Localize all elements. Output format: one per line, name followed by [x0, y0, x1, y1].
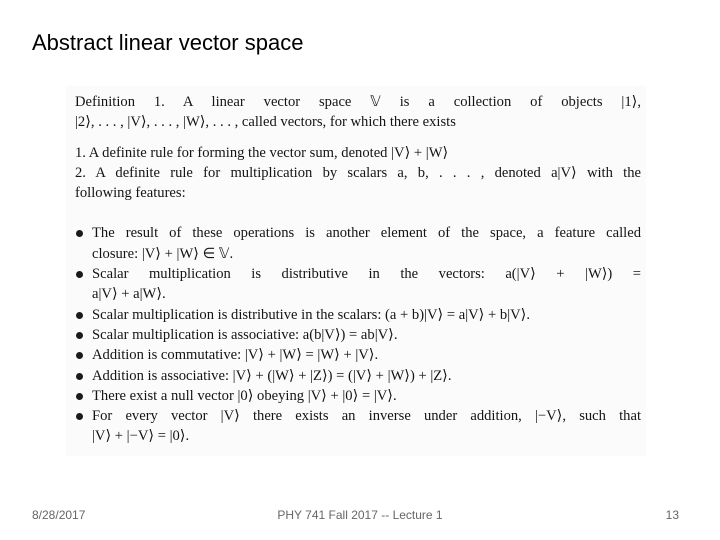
feature-line: |V⟩ + |−V⟩ = |0⟩. [92, 428, 190, 445]
feature-associative-addition [75, 366, 641, 386]
feature-line: Addition is associative: |V⟩ + (|W⟩ + |Z⟩) = (|V⟩ + |W⟩) + |Z⟩. [92, 367, 452, 384]
feature-line: closure: |V⟩ + |W⟩ ∈ 𝕍. [92, 245, 234, 262]
feature-inverse [75, 406, 641, 447]
feature-closure [75, 223, 641, 264]
feature-line: a|V⟩ + a|W⟩. [92, 286, 166, 303]
bullet-icon [76, 230, 83, 237]
definition-line: |2⟩, . . . , |V⟩, . . . , |W⟩, . . . , called vectors, for which there exists [75, 114, 456, 131]
definition-excerpt [66, 86, 646, 456]
slide-title: Abstract linear vector space [32, 30, 304, 55]
feature-distributive-vectors [75, 264, 641, 305]
definition-text [75, 92, 641, 447]
feature-null-vector [75, 386, 641, 406]
feature-line: There exist a null vector |0⟩ obeying |V⟩ + |0⟩ = |V⟩. [92, 387, 397, 404]
rule-2: 2. A definite rule for multiplication by scalars a, b, . . . , denoted a|V⟩ with the [75, 164, 641, 181]
page-number: 13 [665, 508, 679, 522]
feature-line: The result of these operations is another element of the space, a feature called [92, 225, 641, 242]
definition-line: Definition 1. A linear vector space 𝕍 is a collection of objects |1⟩, [75, 94, 641, 110]
bullet-icon [76, 393, 83, 400]
bullet-icon [76, 271, 83, 278]
feature-associative-scalar [75, 325, 641, 345]
feature-distributive-scalars [75, 305, 641, 325]
spacer [75, 203, 641, 223]
feature-commutative [75, 345, 641, 365]
bullet-icon [76, 312, 83, 319]
rule-continuation: following features: [75, 185, 186, 202]
spacer [75, 133, 641, 143]
feature-line: Scalar multiplication is distributive in the scalars: (a + b)|V⟩ = a|V⟩ + b|V⟩. [92, 306, 530, 323]
bullet-icon [76, 332, 83, 339]
footer-date: 8/28/2017 [32, 508, 86, 522]
bullet-icon [76, 352, 83, 359]
bullet-icon [76, 373, 83, 380]
feature-line: Scalar multiplication is distributive in the vectors: a(|V⟩ + |W⟩) = [92, 266, 641, 283]
footer-course: PHY 741 Fall 2017 -- Lecture 1 [277, 508, 443, 522]
feature-line: Addition is commutative: |V⟩ + |W⟩ = |W⟩ + |V⟩. [92, 347, 379, 364]
feature-line: Scalar multiplication is associative: a(b|V⟩) = ab|V⟩. [92, 326, 398, 343]
rule-1: 1. A definite rule for forming the vector sum, denoted |V⟩ + |W⟩ [75, 144, 449, 161]
feature-line: For every vector |V⟩ there exists an inverse under addition, |−V⟩, such that [92, 408, 641, 425]
bullet-icon [76, 413, 83, 420]
